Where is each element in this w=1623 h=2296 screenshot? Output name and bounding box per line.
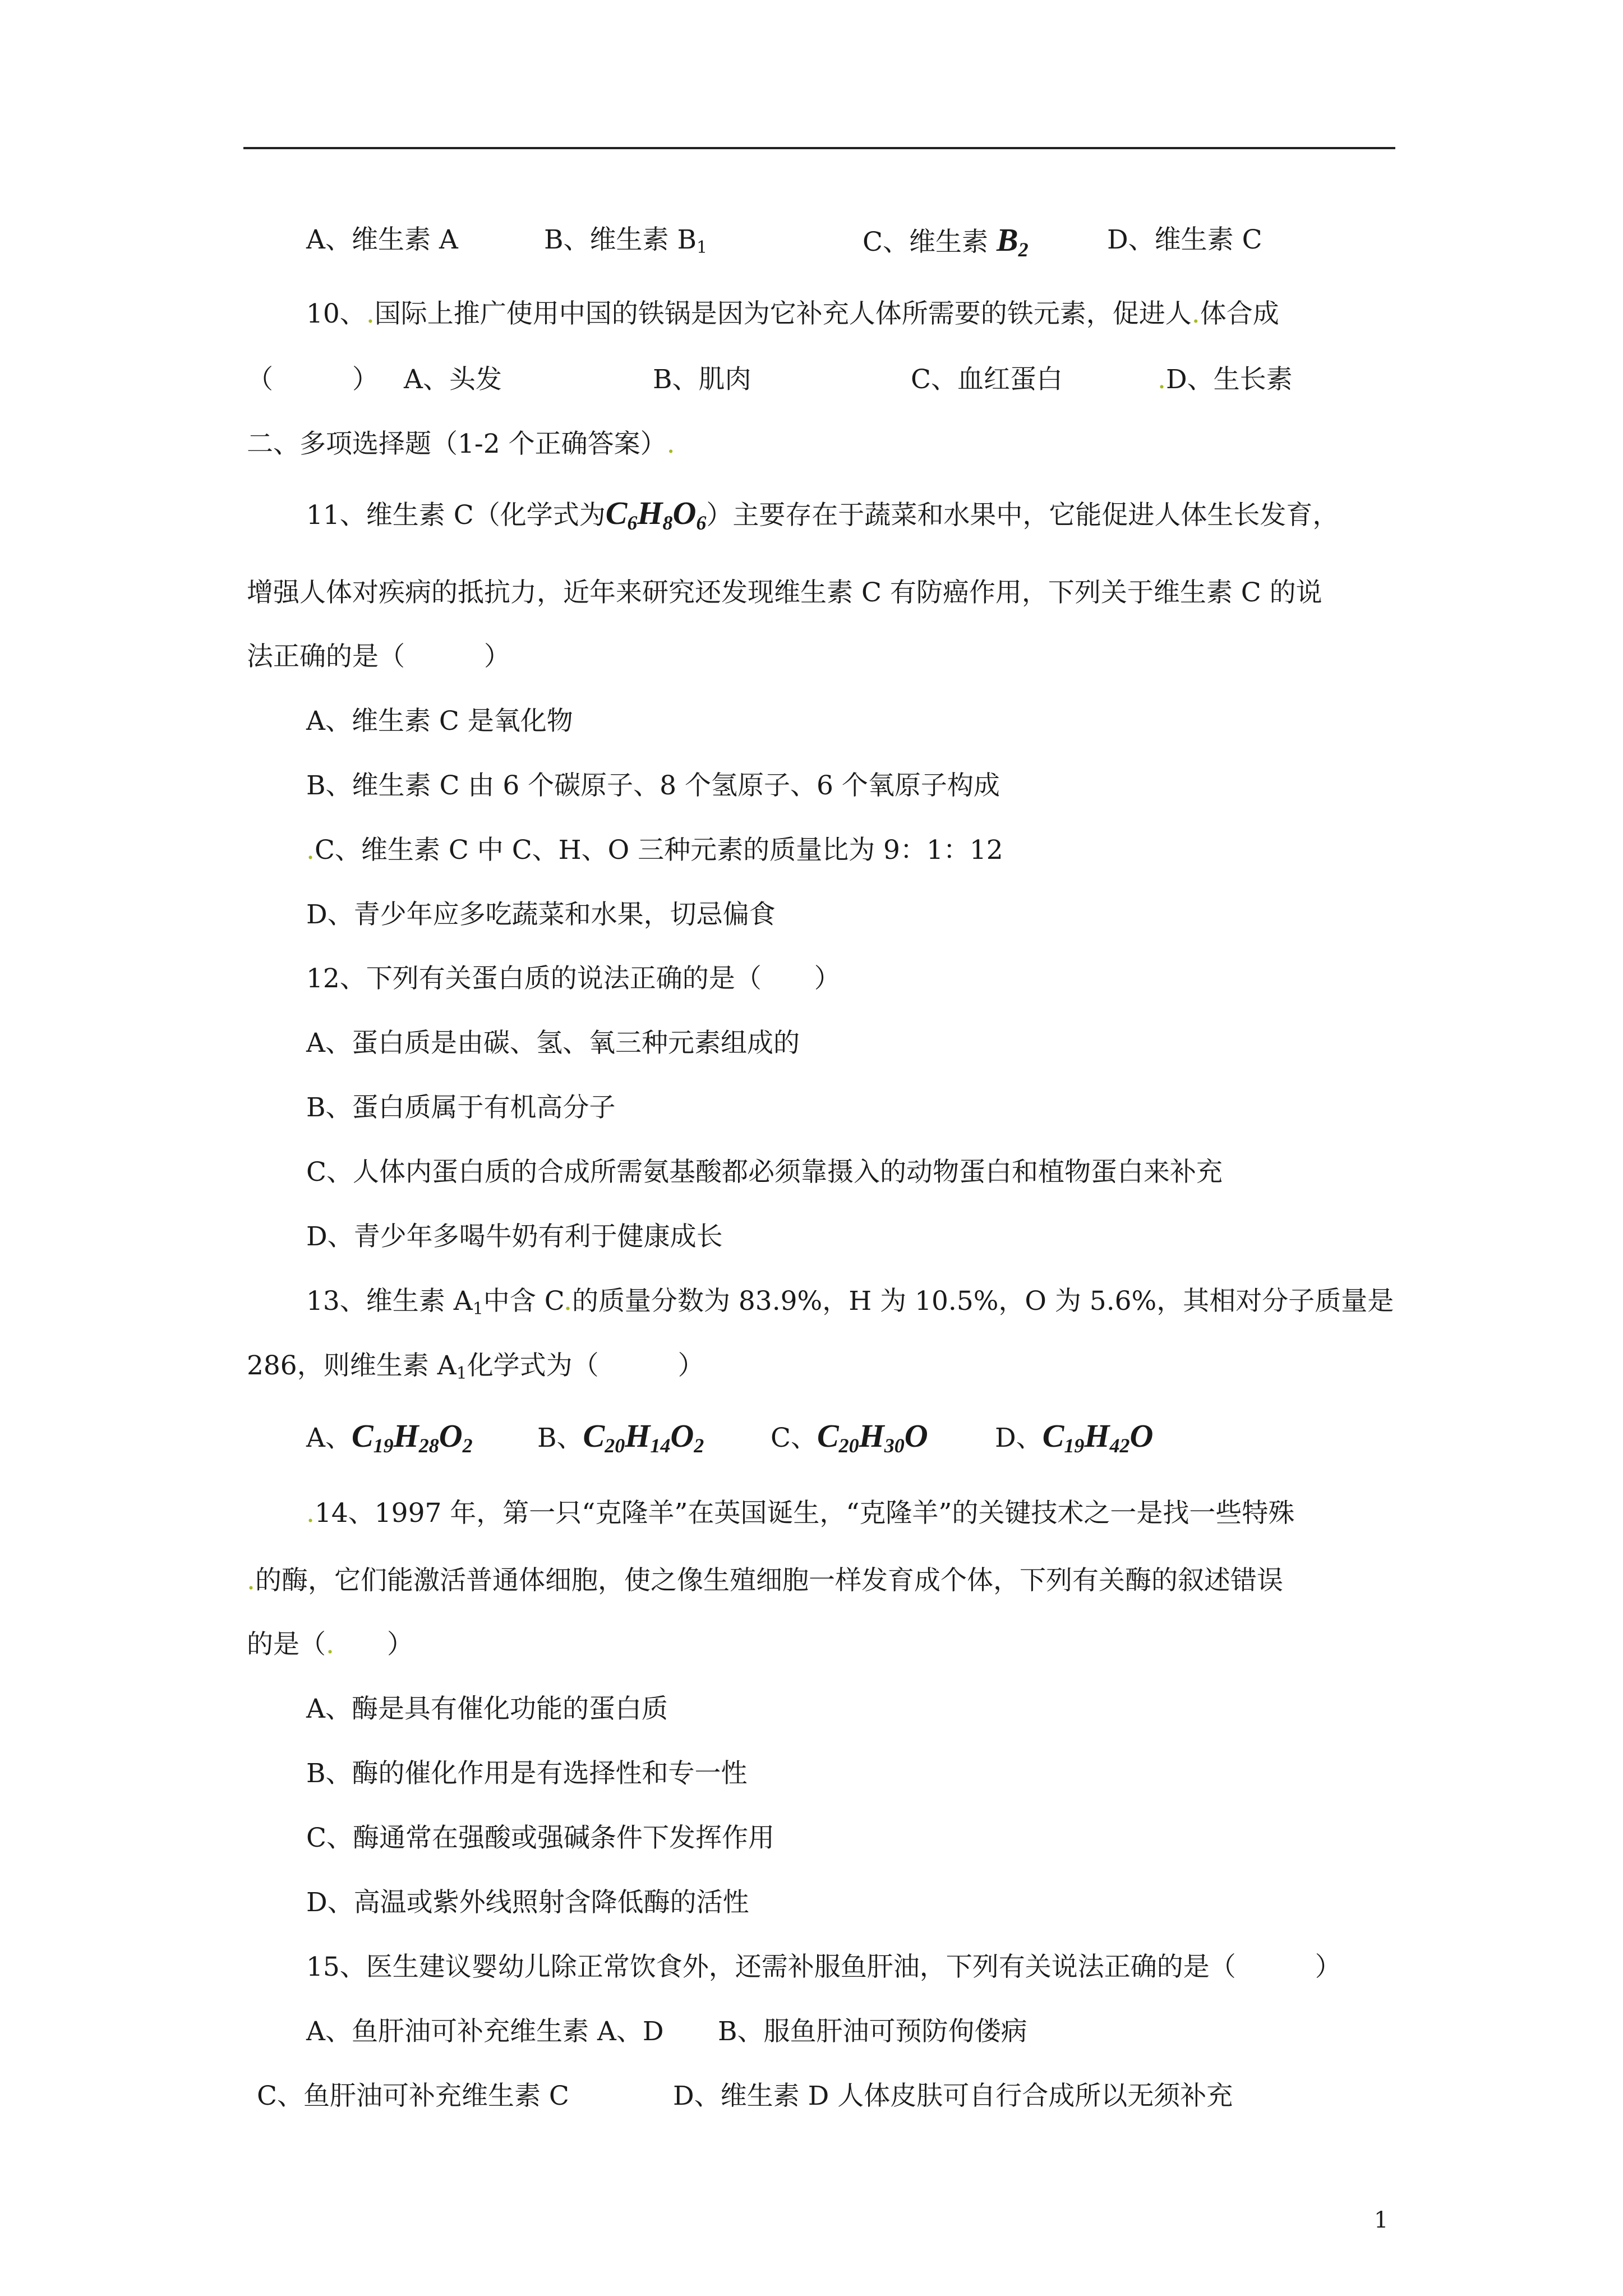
q12-stem: 12、下列有关蛋白质的说法正确的是（ ） (306, 963, 841, 994)
q12-option-d: D、青少年多喝牛奶有利于健康成长 (306, 1221, 723, 1252)
q9-option-c: C、维生素 $B_2$ (863, 222, 1029, 261)
q10-stem: 10、.国际上推广使用中国的铁锅是因为它补充人体所需要的铁元素，促进人.体合成 (306, 298, 1279, 329)
q13-stem-line1: 13、维生素 $A_1$中含 C.的质量分数为 83.9%，H 为 10.5%，O 为 5.6%，其相对分子质量是 (306, 1286, 1394, 1319)
q14-option-a: A、酶是具有催化功能的蛋白质 (306, 1694, 668, 1724)
q14-option-c: C、酶通常在强酸或强碱条件下发挥作用 (306, 1823, 774, 1853)
q11-option-b: B、维生素 C 由 6 个碳原子、8 个氢原子、6 个氧原子构成 (306, 770, 1000, 801)
q15-option-d: D、维生素 D 人体皮肤可自行合成所以无须补充 (673, 2081, 1233, 2111)
q15-stem: 15、医生建议婴幼儿除正常饮食外，还需补服鱼肝油，下列有关说法正确的是（ ） (306, 1952, 1341, 1982)
q15-option-c: C、鱼肝油可补充维生素 C (257, 2081, 569, 2111)
q10-option-a: A、头发 (404, 364, 502, 395)
q14-stem-line2: .的酶，它们能激活普通体细胞，使之像生殖细胞一样发育成个体，下列有关酶的叙述错误 (247, 1565, 1283, 1596)
q10-option-b: B、肌肉 (653, 364, 751, 395)
q11-stem-line2: 增强人体对疾病的抵抗力，近年来研究还发现维生素 C 有防癌作用，下列关于维生素 C 的说 (247, 577, 1322, 608)
q11-option-a: A、维生素 C 是氧化物 (306, 706, 573, 737)
q13-option-a: A、$C_{19}H_{28}O_2$ (306, 1418, 473, 1457)
q13-option-c: C、$C_{20}H_{30}O$ (771, 1418, 928, 1457)
q13-option-b: B、$C_{20}H_{14}O_2$ (537, 1418, 704, 1457)
q10-option-c: C、血红蛋白 (911, 364, 1063, 395)
q11-option-d: D、青少年应多吃蔬菜和水果，切忌偏食 (306, 899, 776, 930)
section-heading: 二、多项选择题（1-2 个正确答案）. (247, 429, 675, 459)
q11-stem-line1: 11、维生素 C（化学式为$C_6H_8O_6$）主要存在于蔬菜和水果中，它能促进人体生长发育， (306, 495, 1339, 534)
q13-stem-line2: 286，则维生素 $A_1$化学式为（ ） (247, 1350, 704, 1383)
q14-stem-line1: .14、1997 年，第一只“克隆羊”在英国诞生，“克隆羊”的关键技术之一是找一些特殊 (306, 1498, 1295, 1529)
q9-option-a: A、维生素 A (306, 224, 458, 255)
q13-option-d: D、$C_{19}H_{42}O$ (995, 1418, 1154, 1457)
q10-option-d: .D、生长素 (1158, 364, 1293, 395)
q14-stem-line3: 的是（. ） (247, 1629, 413, 1660)
q12-option-a: A、蛋白质是由碳、氢、氧三种元素组成的 (306, 1028, 800, 1059)
q15-option-b: B、服鱼肝油可预防佝偻病 (718, 2016, 1027, 2047)
q11-option-c: .C、维生素 C 中 C、H、O 三种元素的质量比为 9：1：12 (306, 835, 1003, 866)
q12-option-b: B、蛋白质属于有机高分子 (306, 1092, 616, 1123)
q14-option-d: D、高温或紫外线照射含降低酶的活性 (306, 1887, 749, 1918)
q14-option-b: B、酶的催化作用是有选择性和专一性 (306, 1758, 748, 1789)
q10-paren: （ ） (247, 364, 379, 395)
q12-option-c: C、人体内蛋白质的合成所需氨基酸都必须靠摄入的动物蛋白和植物蛋白来补充 (306, 1157, 1223, 1188)
page-number: 1 (1374, 2207, 1389, 2233)
q15-option-a: A、鱼肝油可补充维生素 A、D (306, 2016, 664, 2047)
q11-stem-line3: 法正确的是（ ） (247, 641, 510, 672)
q9-option-d: D、维生素 C (1107, 224, 1262, 255)
q9-option-b: B、维生素 $B_1$ (544, 224, 708, 257)
header-rule (243, 147, 1395, 149)
